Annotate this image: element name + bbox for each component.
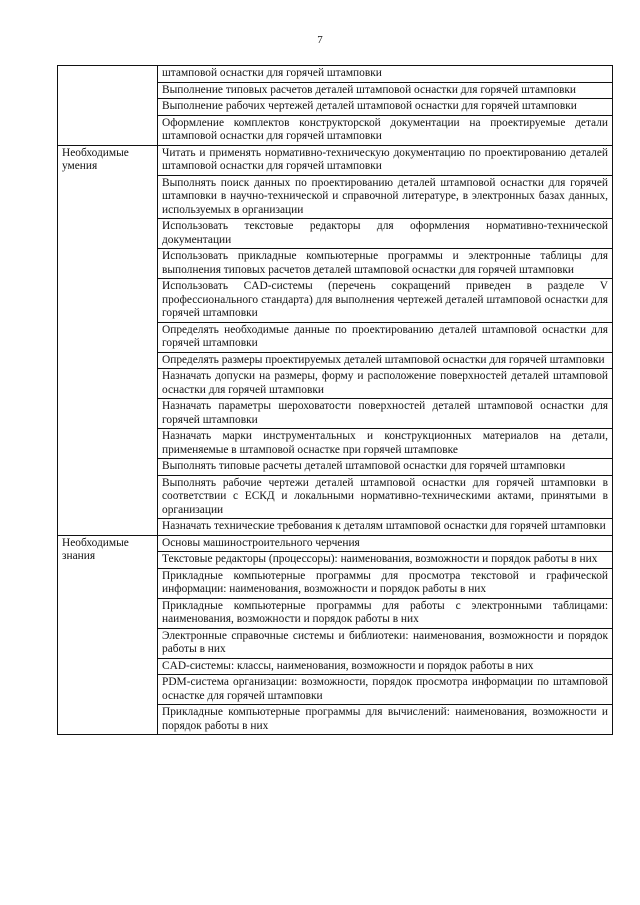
table-row — [58, 66, 613, 83]
requirement-item: Выполнять рабочие чертежи деталей штамповой оснастки для горячей штамповки в соответствии с ЕСКД и локальными нормативно-техническими актами, принятыми в организации — [158, 475, 613, 519]
section-label: Необходимые знания — [62, 536, 129, 562]
requirement-item: PDM-система организации: возможности, порядок просмотра информации по штамповой оснастке для горячей штамповки — [158, 675, 613, 705]
section-label: Необходимые умения — [62, 146, 129, 172]
requirement-item: штамповой оснастки для горячей штамповки — [158, 66, 613, 83]
requirement-item: Назначать допуски на размеры, форму и расположение поверхностей деталей штамповой оснастки для горячей штамповки — [158, 369, 613, 399]
section-label-cell — [58, 66, 158, 146]
section-label-cell — [58, 145, 158, 535]
requirement-item: Назначать технические требования к деталям штамповой оснастки для горячей штамповки — [158, 519, 613, 536]
requirement-item: Прикладные компьютерные программы для просмотра текстовой и графической информации: наименования, возможности и порядок работы в них — [158, 568, 613, 598]
requirement-item: Использовать CAD-системы (перечень сокращений приведен в разделе V профессионального стандарта) для выполнения чертежей деталей штамповой оснастки для горячей штамповки — [158, 279, 613, 323]
requirement-item: Использовать текстовые редакторы для оформления нормативно-технической документации — [158, 219, 613, 249]
requirement-item: Текстовые редакторы (процессоры): наименования, возможности и порядок работы в них — [158, 552, 613, 569]
requirement-item: Выполнение типовых расчетов деталей штамповой оснастки для горячей штамповки — [158, 82, 613, 99]
requirement-item: Назначать параметры шероховатости поверхностей деталей штамповой оснастки для горячей штамповки — [158, 399, 613, 429]
requirement-item: Прикладные компьютерные программы для работы с электронными таблицами: наименования, возможности и порядок работы в них — [158, 598, 613, 628]
requirement-item: Выполнять поиск данных по проектированию деталей штамповой оснастки для горячей штамповки в научно-технической и справочной литературе, в электронных базах данных, используемых в организации — [158, 175, 613, 219]
requirement-item: Основы машиностроительного черчения — [158, 535, 613, 552]
requirement-item: Выполнять типовые расчеты деталей штамповой оснастки для горячей штамповки — [158, 459, 613, 476]
requirement-item: CAD-системы: классы, наименования, возможности и порядок работы в них — [158, 658, 613, 675]
competency-table — [57, 65, 613, 735]
table-row — [58, 145, 613, 175]
section-label-cell — [58, 535, 158, 735]
requirement-item: Читать и применять нормативно-техническую документацию по проектированию деталей штамповой оснастки для горячей штамповки — [158, 145, 613, 175]
requirement-item: Оформление комплектов конструкторской документации на проектируемые детали штамповой оснастки для горячей штамповки — [158, 115, 613, 145]
table-row — [58, 535, 613, 552]
requirement-item: Определять размеры проектируемых деталей штамповой оснастки для горячей штамповки — [158, 352, 613, 369]
requirement-item: Выполнение рабочих чертежей деталей штамповой оснастки для горячей штамповки — [158, 99, 613, 116]
requirement-item: Использовать прикладные компьютерные программы и электронные таблицы для выполнения типовых расчетов деталей штамповой оснастки для горячей штамповки — [158, 249, 613, 279]
requirement-item: Назначать марки инструментальных и конструкционных материалов на детали, применяемые в штамповой оснастке при горячей штамповке — [158, 429, 613, 459]
requirement-item: Определять необходимые данные по проектированию деталей штамповой оснастки для горячей штамповки — [158, 322, 613, 352]
requirement-item: Прикладные компьютерные программы для вычислений: наименования, возможности и порядок работы в них — [158, 705, 613, 735]
page-number: 7 — [317, 34, 323, 46]
requirement-item: Электронные справочные системы и библиотеки: наименования, возможности и порядок работы в них — [158, 628, 613, 658]
